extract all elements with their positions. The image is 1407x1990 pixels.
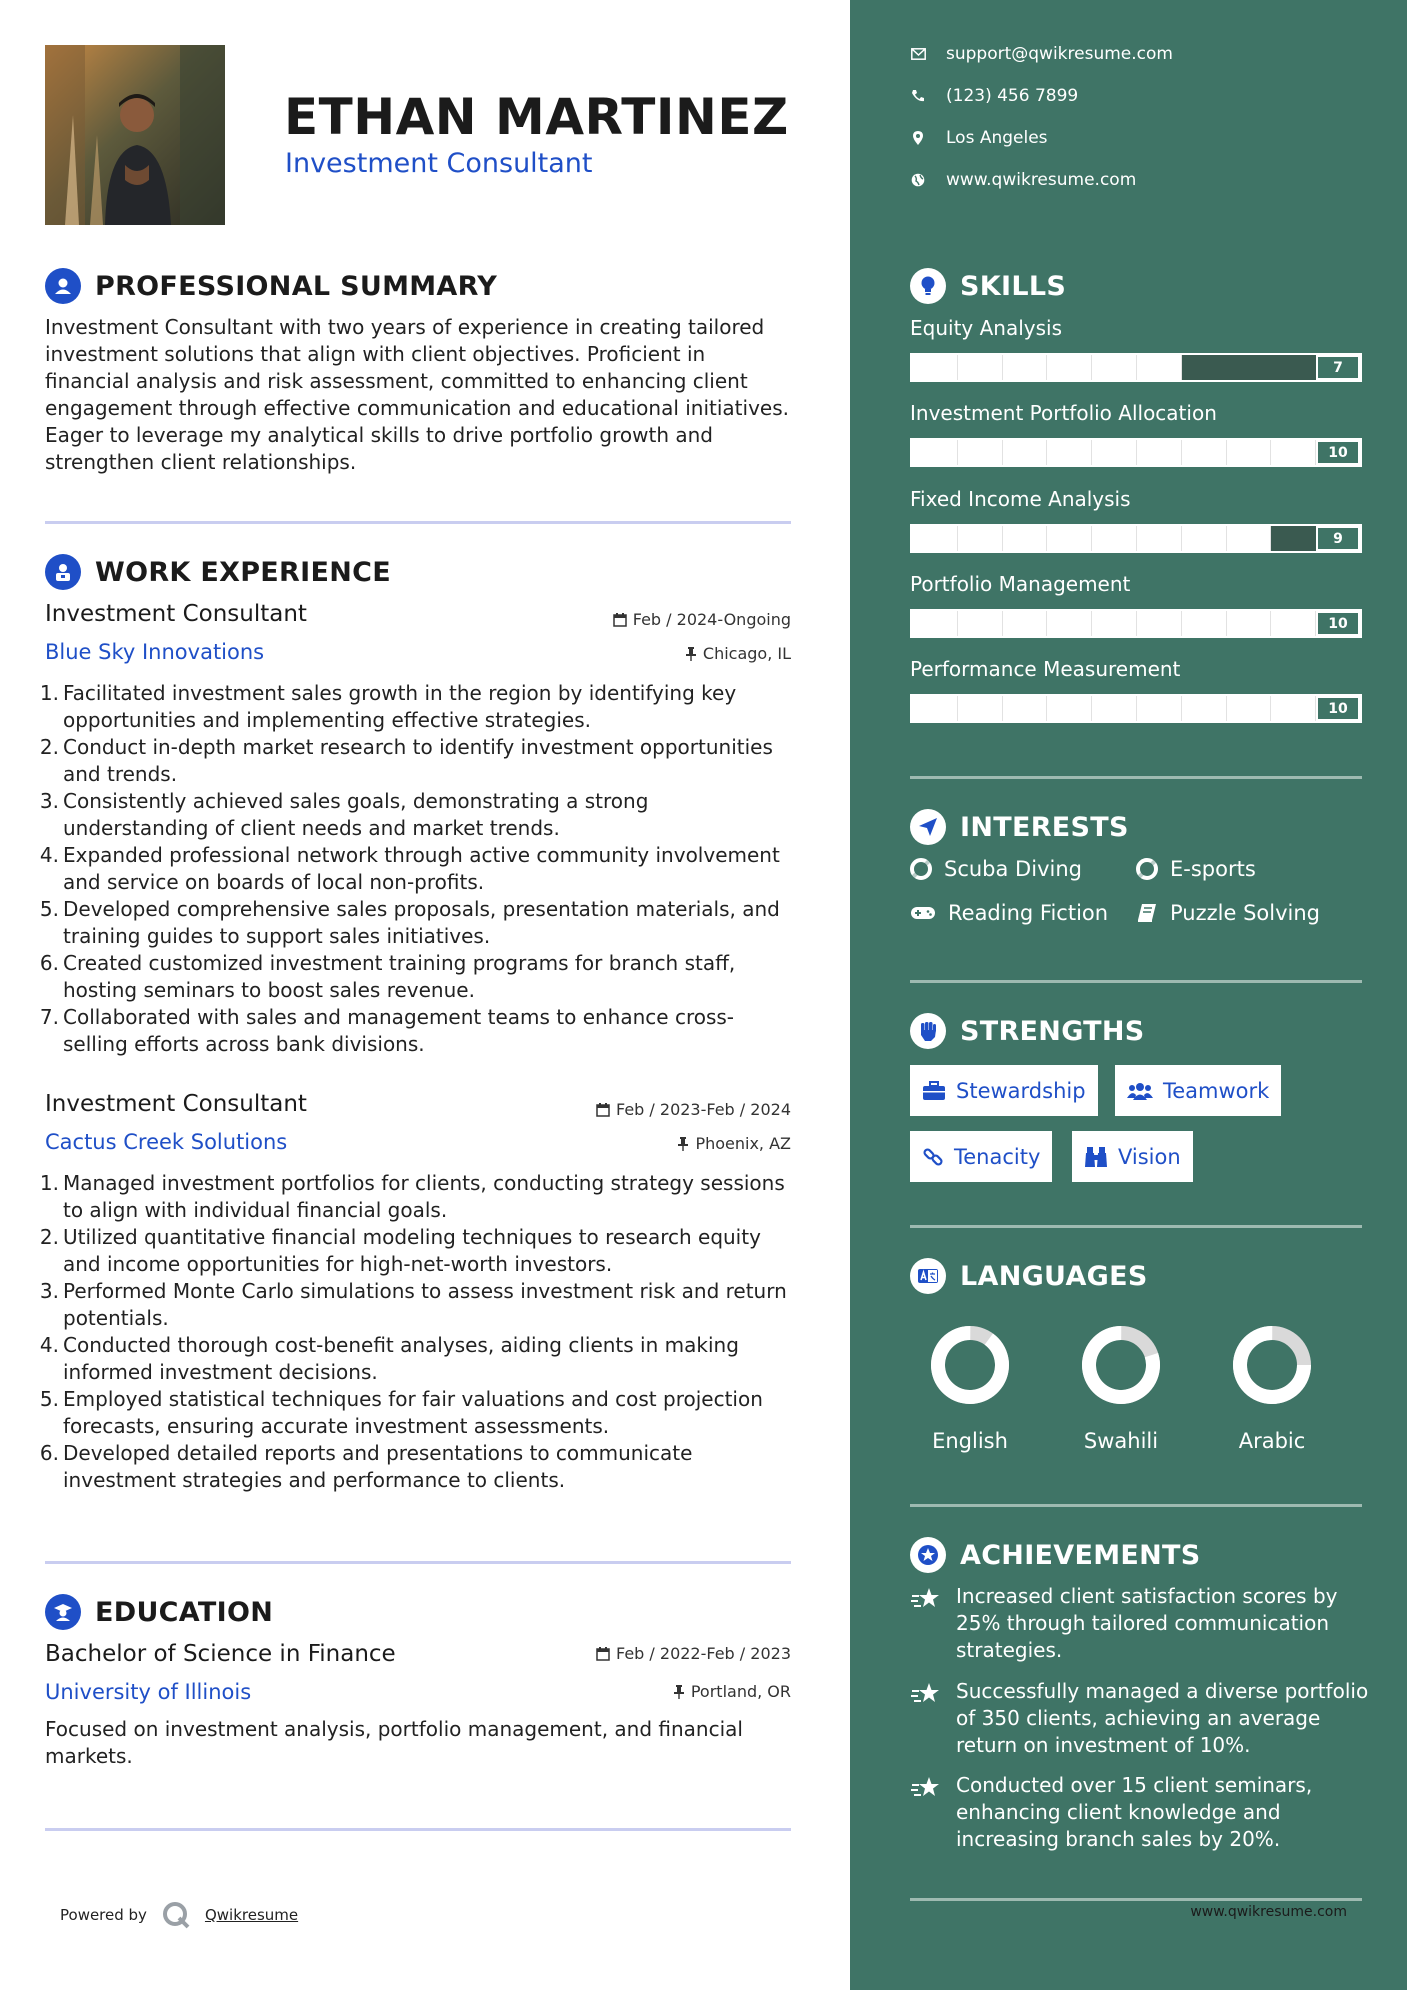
- language-name: English: [932, 1429, 1008, 1453]
- life-ring-icon: [910, 858, 932, 880]
- skill-bar-tick: [1181, 611, 1182, 636]
- phone-icon: [910, 89, 926, 103]
- education-location: [673, 1682, 791, 1701]
- skills-heading: [910, 268, 1066, 304]
- calendar-icon: [613, 613, 627, 627]
- interests-heading: [910, 809, 1129, 845]
- skill-bar-tick: [1226, 611, 1227, 636]
- achievement-item: Increased client satisfaction scores by 25% through tailored communication strategies.: [910, 1583, 1370, 1664]
- school-name: University of Illinois: [45, 1680, 252, 1704]
- section-divider: [910, 1898, 1362, 1901]
- fist-icon: [910, 1013, 946, 1049]
- skill-bar-tick: [1226, 696, 1227, 721]
- list-item: 4. Expanded professional network through active community involvement and service on boards of local non-profits.: [39, 843, 780, 894]
- education-date-text: Feb / 2022-Feb / 2023: [616, 1644, 791, 1663]
- candidate-role: Investment Consultant: [285, 148, 593, 179]
- skill-bar-tick: [1181, 526, 1182, 551]
- list-item: 3. Consistently achieved sales goals, demonstrating a strong understanding of client needs and market trends.: [39, 789, 649, 840]
- contact-email[interactable]: [910, 44, 1173, 64]
- work-heading: [45, 554, 391, 590]
- contact-phone-text: (123) 456 7899: [946, 86, 1079, 106]
- section-divider: [910, 980, 1362, 983]
- briefcase-icon: [922, 1081, 946, 1101]
- skill-bar-tick: [1046, 696, 1047, 721]
- languages-title: LANGUAGES: [960, 1260, 1148, 1292]
- list-item: 6. Developed detailed reports and presentations to communicate investment strategies and performance to clients.: [39, 1441, 693, 1492]
- company-name: Blue Sky Innovations: [45, 640, 265, 664]
- section-divider: [45, 1828, 791, 1831]
- languages-heading: [910, 1258, 1148, 1294]
- strength-chip: Vision: [1072, 1131, 1193, 1182]
- summary-text: Investment Consultant with two years of experience in creating tailored investment solutions that align with client objectives. Proficient in financial analysis and risk assessment, committed to enhancing client engagement through effective communication and educational initiatives. Eager to leverage my analytical skills to drive portfolio growth and strengthen client relationships.: [45, 315, 789, 474]
- skill-bar-tick: [1091, 440, 1092, 465]
- skill-bar-tick: [957, 355, 958, 380]
- language-item: [910, 1323, 1030, 1453]
- graduate-icon: [45, 1594, 81, 1630]
- skill-bar-tick: [1136, 696, 1137, 721]
- lightbulb-icon: [910, 268, 946, 304]
- strength-chip: Stewardship: [910, 1065, 1098, 1116]
- list-item: 5. Employed statistical techniques for fair valuations and cost projection forecasts, ensuring accurate investment assessments.: [39, 1387, 763, 1438]
- job-location: [677, 1134, 791, 1153]
- calendar-icon: [596, 1647, 610, 1661]
- section-divider: [910, 776, 1362, 779]
- skill-name: Portfolio Management: [910, 572, 1131, 596]
- education-date: [596, 1644, 791, 1663]
- section-divider: [910, 1225, 1362, 1228]
- language-donut: [1061, 1323, 1181, 1407]
- job-location: [685, 644, 791, 663]
- skill-level-badge: 7: [1316, 355, 1360, 380]
- pin-icon: [673, 1685, 685, 1699]
- skill-bar-tick: [957, 696, 958, 721]
- powered-by-label: Powered by: [60, 1906, 147, 1924]
- language-item: [1212, 1323, 1332, 1453]
- education-location-text: Portland, OR: [690, 1682, 791, 1701]
- skill-bar-tick: [1270, 611, 1271, 636]
- skill-name: Equity Analysis: [910, 316, 1063, 340]
- skill-bar-tick: [1136, 611, 1137, 636]
- skill-bar-tick: [1181, 440, 1182, 465]
- skill-bar-tick: [957, 611, 958, 636]
- contact-location-text: Los Angeles: [946, 128, 1048, 148]
- strength-chip: Teamwork: [1115, 1065, 1281, 1116]
- skill-bar-tick: [1046, 611, 1047, 636]
- skill-bar-tick: [1226, 526, 1227, 551]
- summary-title: PROFESSIONAL SUMMARY: [95, 270, 498, 302]
- skills-title: SKILLS: [960, 270, 1067, 302]
- interests-title: INTERESTS: [960, 811, 1129, 843]
- skill-level-badge: 10: [1316, 440, 1360, 465]
- achievements-title: ACHIEVEMENTS: [960, 1539, 1201, 1571]
- job-location-text: Chicago, IL: [702, 644, 791, 663]
- achievement-star-icon: [910, 1678, 944, 1759]
- job-location-text: Phoenix, AZ: [695, 1134, 791, 1153]
- language-item: [1061, 1323, 1181, 1453]
- user-icon: [45, 268, 81, 304]
- job-date-text: Feb / 2024-Ongoing: [632, 610, 791, 629]
- map-marker-icon: [910, 131, 926, 145]
- profile-photo: [45, 45, 225, 225]
- company-name: Cactus Creek Solutions: [45, 1130, 288, 1154]
- list-item: 7. Collaborated with sales and management teams to enhance cross-selling efforts across bank divisions.: [39, 1005, 735, 1056]
- list-item: 2. Utilized quantitative financial modeling techniques to research equity and income opportunities for high-net-worth investors.: [39, 1225, 761, 1276]
- job-title: Investment Consultant: [45, 1091, 307, 1117]
- skill-bar-tick: [1046, 526, 1047, 551]
- skill-bar-tick: [1091, 696, 1092, 721]
- job-title: Investment Consultant: [45, 601, 307, 627]
- list-item: 5. Developed comprehensive sales proposals, presentation materials, and training guides to support sales initiatives.: [39, 897, 780, 948]
- education-heading: [45, 1594, 273, 1630]
- skill-bar: [910, 609, 1362, 638]
- skill-bar-tick: [1002, 526, 1003, 551]
- donut-fill: [925, 1323, 1014, 1407]
- list-item: 6. Created customized investment training programs for branch staff, hosting seminars to boost sales revenue.: [39, 951, 736, 1002]
- skill-bar-tick: [1046, 440, 1047, 465]
- strengths-title: STRENGTHS: [960, 1015, 1145, 1047]
- skill-bar-tick: [1091, 611, 1092, 636]
- skill-bar-tick: [1181, 696, 1182, 721]
- job-bullets: [38, 1170, 798, 1494]
- qwikresume-logo-icon: [161, 1900, 191, 1930]
- job-date: [613, 610, 791, 629]
- degree-title: Bachelor of Science in Finance: [45, 1641, 396, 1667]
- book-icon: [1136, 903, 1158, 923]
- translate-icon: [910, 1258, 946, 1294]
- contact-location: [910, 128, 1048, 148]
- list-item: 4. Conducted thorough cost-benefit analyses, aiding clients in making informed investment decisions.: [39, 1333, 739, 1384]
- strengths-heading: [910, 1013, 1145, 1049]
- skill-name: Investment Portfolio Allocation: [910, 401, 1217, 425]
- skill-bar: [910, 438, 1362, 467]
- job-bullets: [38, 680, 798, 1058]
- skill-bar-tick: [1046, 355, 1047, 380]
- star-badge-icon: [910, 1537, 946, 1573]
- skill-bar: [910, 694, 1362, 723]
- work-title: WORK EXPERIENCE: [95, 556, 391, 588]
- contact-phone[interactable]: [910, 86, 1078, 106]
- education-description: Focused on investment analysis, portfolio management, and financial markets.: [45, 1717, 743, 1768]
- language-donut: [910, 1323, 1030, 1407]
- interest-item: Puzzle Solving: [1136, 901, 1320, 925]
- interest-item: Scuba Diving: [910, 857, 1082, 881]
- summary-heading: [45, 268, 497, 304]
- interest-item: E-sports: [1136, 857, 1256, 881]
- strength-chip: Tenacity: [910, 1131, 1052, 1182]
- skill-bar-tick: [1002, 611, 1003, 636]
- achievement-star-icon: [910, 1772, 944, 1853]
- list-item: 3. Performed Monte Carlo simulations to assess investment risk and return potentials.: [39, 1279, 787, 1330]
- skill-bar-tick: [1002, 355, 1003, 380]
- education-title: EDUCATION: [95, 1596, 274, 1628]
- skill-level-badge: 10: [1316, 611, 1360, 636]
- paper-plane-icon: [910, 809, 946, 845]
- briefcase-user-icon: [45, 554, 81, 590]
- skill-bar-tick: [1002, 440, 1003, 465]
- calendar-icon: [596, 1103, 610, 1117]
- interest-item: Reading Fiction: [910, 901, 1108, 925]
- donut-fill: [1081, 1325, 1162, 1406]
- job-date: [596, 1100, 791, 1119]
- achievement-star-icon: [910, 1583, 944, 1664]
- skill-bar-tick: [957, 526, 958, 551]
- skill-bar-tick: [1136, 526, 1137, 551]
- skill-bar-tick: [1136, 355, 1137, 380]
- skill-bar-tick: [1091, 526, 1092, 551]
- section-divider: [45, 1561, 791, 1564]
- section-divider: [910, 1504, 1362, 1507]
- skill-bar: [910, 524, 1362, 553]
- link-icon: [922, 1146, 944, 1168]
- language-name: Arabic: [1238, 1429, 1306, 1453]
- contact-website[interactable]: [910, 170, 1136, 190]
- skill-bar-tick: [957, 440, 958, 465]
- users-icon: [1127, 1081, 1153, 1101]
- contact-website-text: www.qwikresume.com: [946, 170, 1137, 190]
- achievement-item: Conducted over 15 client seminars, enhancing client knowledge and increasing branch sales by 20%.: [910, 1772, 1370, 1853]
- binoculars-icon: [1084, 1146, 1108, 1168]
- footer-website[interactable]: www.qwikresume.com: [1190, 1904, 1347, 1920]
- skill-level-badge: 9: [1316, 526, 1360, 551]
- skill-bar-tick: [1136, 440, 1137, 465]
- job-date-text: Feb / 2023-Feb / 2024: [616, 1100, 791, 1119]
- pin-icon: [677, 1137, 689, 1151]
- achievements-heading: [910, 1537, 1201, 1573]
- skill-name: Fixed Income Analysis: [910, 487, 1131, 511]
- achievement-item: Successfully managed a diverse portfolio of 350 clients, achieving an average return on investment of 10%.: [910, 1678, 1370, 1759]
- list-item: 1. Facilitated investment sales growth in the region by identifying key opportunities and implementing effective strategies.: [39, 681, 737, 732]
- language-name: Swahili: [1083, 1429, 1159, 1453]
- section-divider: [45, 521, 791, 524]
- skill-level-badge: 10: [1316, 696, 1360, 721]
- skill-bar-tick: [1002, 696, 1003, 721]
- envelope-icon: [910, 48, 926, 60]
- skill-bar-tick: [1226, 440, 1227, 465]
- powered-by: [60, 1900, 298, 1930]
- sidebar: [850, 0, 1407, 1990]
- candidate-name: ETHAN MARTINEZ: [284, 88, 789, 146]
- qwikresume-link[interactable]: Qwikresume: [204, 1906, 299, 1924]
- list-item: 1. Managed investment portfolios for clients, conducting strategy sessions to align with individual financial goals.: [39, 1171, 785, 1222]
- list-item: 2. Conduct in-depth market research to identify investment opportunities and trends.: [39, 735, 773, 786]
- pin-icon: [685, 647, 697, 661]
- skill-bar-tick: [1270, 696, 1271, 721]
- globe-icon: [910, 173, 926, 187]
- skill-bar-tick: [1091, 355, 1092, 380]
- gamepad-icon: [910, 904, 936, 922]
- skill-bar-tick: [1270, 440, 1271, 465]
- life-ring-icon: [1136, 858, 1158, 880]
- skill-name: Performance Measurement: [910, 657, 1181, 681]
- skill-bar: [910, 353, 1362, 382]
- language-donut: [1212, 1323, 1332, 1407]
- contact-email-text: support@qwikresume.com: [946, 44, 1173, 64]
